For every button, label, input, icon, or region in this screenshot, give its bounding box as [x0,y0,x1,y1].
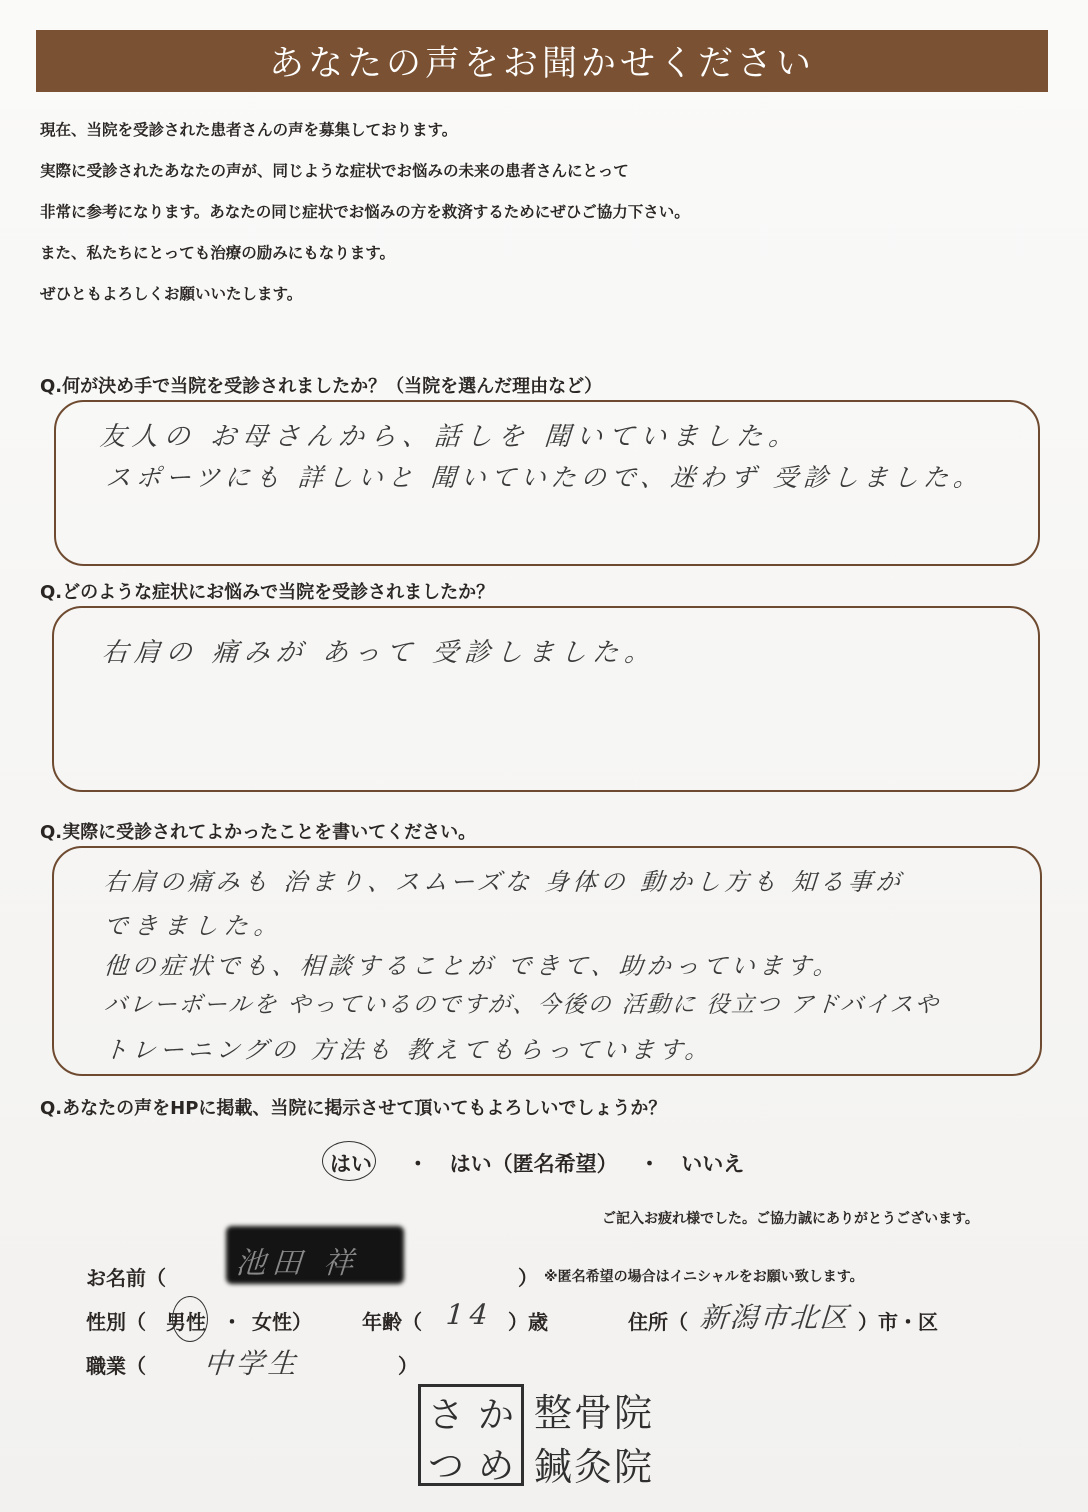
intro-line: 現在、当院を受診された患者さんの声を募集しております。 [40,121,458,139]
answer-1-line: スポーツにも 詳しいと 聞いていたので、迷わず 受診しました。 [104,463,985,492]
answer-3-line: できました。 [102,912,285,940]
address-label: 住所（ [628,1310,688,1334]
intro-line: また、私たちにとっても治療の励みにもなります。 [40,244,395,262]
logo-char: め [477,1446,514,1487]
question-1-label: Q.何が決め手で当院を受診されましたか？（当院を選んだ理由など） [40,376,603,397]
answer-3-line: 他の症状でも、相談することが できて、助かっています。 [102,952,843,980]
gender-male-label: 男性 [166,1310,206,1334]
logo-name-line2: 鍼灸院 [534,1445,655,1489]
answer-box-1[interactable] [54,400,1040,566]
choice-separator: ・ [638,1152,660,1176]
answer-3-line: バレーボールを やっているのですが、今後の 活動に 役立つ アドバイスや [102,992,941,1018]
logo-name-line1: 整骨院 [534,1391,655,1435]
name-note: ※匿名希望の場合はイニシャルをお願い致します。 [544,1269,864,1285]
answer-3-line: トレーニングの 方法も 教えてもらっています。 [102,1036,714,1064]
question-4-label: Q.あなたの声をHPに掲載、当院に掲示させて頂いてもよろしいでしょうか？ [40,1098,667,1119]
answer-box-2[interactable] [52,606,1040,792]
occupation-label: 職業（ [86,1354,146,1378]
logo-char: さ [427,1395,464,1436]
question-3-label: Q.実際に受診されてよかったことを書いてください。 [40,822,477,843]
answer-3-line: 右肩の痛みも 治まり、スムーズな 身体の 動かし方も 知る事が [102,868,905,896]
age-close: ）歳 [508,1310,548,1334]
thanks-message: ご記入お疲れ様でした。ご協力誠にありがとうございます。 [602,1211,979,1227]
page-title: あなたの声をお聞かせください [268,44,815,84]
gender-male-circle-mark [172,1296,208,1342]
consent-choices [330,1148,758,1178]
choice-yes-anonymous[interactable]: はい（匿名希望） [449,1152,618,1176]
clinic-logo-mark [418,1384,524,1486]
age-label: 年齢（ [362,1310,422,1334]
intro-line: 実際に受診されたあなたの声が、同じような症状でお悩みの未来の患者さんにとって [40,162,629,180]
choice-yes[interactable] [330,1148,386,1178]
age-field[interactable]: 14 [444,1298,495,1331]
occupation-field[interactable]: 中学生 [202,1347,302,1380]
answer-box-3[interactable] [52,846,1042,1076]
intro-text [40,118,1040,323]
address-field[interactable]: 新潟市北区 [698,1301,852,1334]
gender-label: 性別（ [86,1310,146,1334]
answer-2-line: 右肩の 痛みが あって 受診しました。 [100,638,658,668]
answer-1-line: 友人の お母さんから、話しを 聞いていました。 [98,422,802,452]
name-field[interactable]: 池田 祥 [234,1246,361,1281]
choice-separator: ・ [407,1152,429,1176]
address-close: ）市・区 [858,1310,938,1334]
intro-line: 非常に参考になります。あなたの同じ症状でお悩みの方を救済するためにぜひご協力下さい。 [40,203,690,221]
intro-line: ぜひともよろしくお願いいたします。 [40,285,303,303]
selected-circle-mark [322,1141,376,1181]
occupation-close: ） [398,1354,418,1378]
title-banner [36,30,1048,92]
choice-yes-label: はい [330,1152,372,1176]
logo-char: つ [427,1446,464,1487]
gender-female-option[interactable]: 女性） [252,1310,312,1334]
name-label: お名前（ [86,1266,166,1290]
choice-no[interactable]: いいえ [681,1152,745,1176]
question-2-label: Q.どのような症状にお悩みで当院を受診されましたか？ [40,582,495,603]
name-close: ） [518,1266,538,1290]
gender-separator: ・ [222,1310,242,1334]
logo-char: か [477,1395,514,1436]
